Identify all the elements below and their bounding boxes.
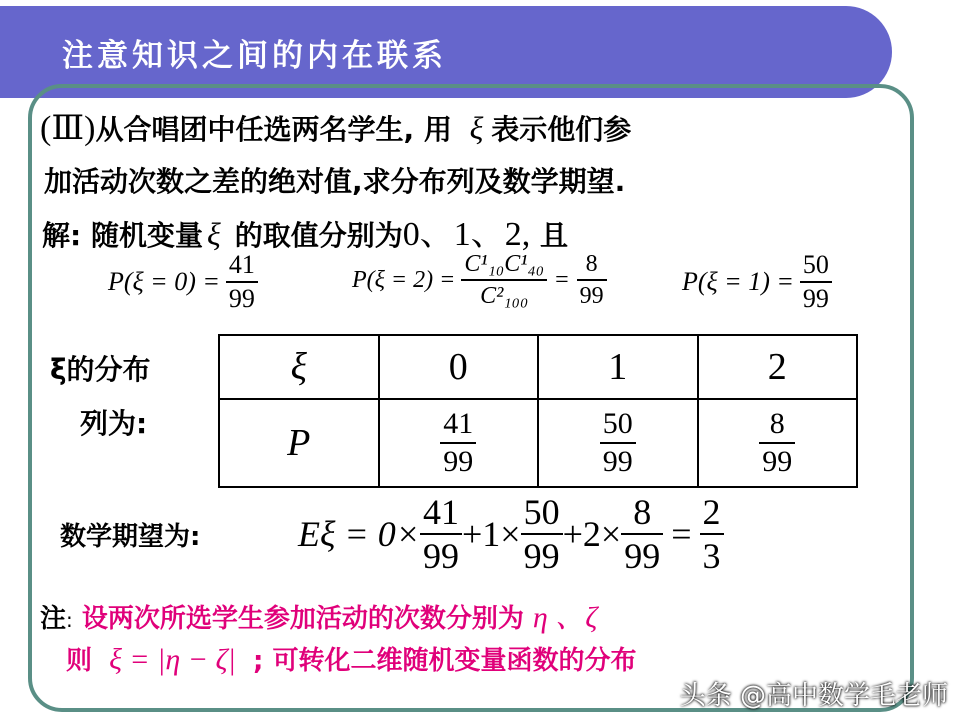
prob-0-den: 99 — [228, 284, 255, 313]
solution-values: 0、1、2, — [402, 216, 531, 253]
term-den: 99 — [423, 536, 459, 576]
solution-text-2: 的取值分别为 — [234, 219, 403, 252]
prob-cell-2 — [698, 399, 858, 487]
fraction-bar — [521, 533, 563, 535]
header-value-0: 0 — [379, 335, 539, 399]
prob-0-num: 41 — [228, 250, 255, 279]
watermark: 头条 @高中数学毛老师 — [679, 681, 948, 711]
cell-num: 8 — [769, 407, 785, 440]
problem-text-2: 加活动次数之差的绝对值,求分布列及数学期望. — [44, 165, 626, 198]
term-num: 50 — [523, 492, 560, 532]
page-title: 注意知识之间的内在联系 — [62, 38, 447, 74]
note-line-1 — [40, 592, 597, 636]
fraction-bar — [600, 442, 636, 444]
note-text-2: ; 可转化二维随机变量函数的分布 — [253, 646, 637, 676]
equals: = — [671, 514, 692, 554]
note-text-1: 设两次所选学生参加活动的次数分别为 — [81, 604, 524, 634]
table-row — [219, 335, 857, 399]
result-fraction — [700, 494, 724, 574]
cell-den: 99 — [602, 445, 633, 478]
header-value-1: 1 — [538, 335, 698, 399]
header-value-2: 2 — [698, 335, 858, 399]
term-2-fraction — [521, 494, 563, 574]
note-formula: ξ = |η − ζ| — [109, 643, 236, 676]
prob-1-num: 50 — [802, 250, 829, 279]
term-den: 99 — [523, 536, 560, 576]
problem-line-2 — [44, 160, 625, 200]
note-colon: : — [66, 608, 73, 632]
expectation-formula — [298, 494, 724, 574]
prob-1-lhs: P(ξ = 1) = — [682, 267, 794, 296]
header-xi: ξ — [219, 335, 379, 399]
note-label: 注 — [40, 604, 67, 634]
fraction-bar — [577, 279, 607, 281]
prob-0-fraction — [226, 252, 258, 312]
table-label-text-2: 列为: — [80, 407, 148, 440]
part-label: (Ⅲ) — [40, 110, 96, 147]
prob-xi-2 — [352, 252, 607, 308]
distribution-table — [218, 334, 858, 488]
prob-2-num: 8 — [585, 251, 598, 277]
note-line2-prefix: 则 — [66, 646, 93, 676]
prob-cell-0 — [379, 399, 539, 487]
plus-1: +1× — [462, 514, 521, 554]
xi-symbol: ξ — [469, 110, 484, 146]
fraction-bar — [420, 533, 462, 535]
solution-text-3: 且 — [539, 219, 568, 252]
term-1-fraction — [420, 494, 462, 574]
note-vars: η 、ζ — [532, 601, 598, 634]
term-num: 41 — [423, 492, 459, 532]
expectation-label — [60, 516, 200, 553]
prob-xi-0 — [108, 252, 258, 312]
fraction-bar — [461, 279, 547, 281]
solution-line — [42, 206, 568, 255]
cell-fraction — [600, 409, 636, 477]
fraction-bar — [621, 533, 663, 535]
plus-2: +2× — [562, 514, 622, 554]
cell-fraction — [440, 409, 476, 477]
prob-2-den: 99 — [579, 283, 604, 309]
problem-text-1: 从合唱团中任选两名学生, 用 — [95, 113, 452, 146]
prob-0-lhs: P(ξ = 0) = — [108, 267, 220, 296]
prob-2-fraction — [577, 252, 607, 308]
result-num: 2 — [702, 492, 721, 532]
prob-2-comb-den: C²₁₀₀ — [480, 283, 529, 309]
prob-cell-1 — [538, 399, 698, 487]
fraction-bar — [700, 533, 724, 535]
cell-den: 99 — [443, 445, 474, 478]
prob-1-fraction — [800, 252, 832, 312]
xi-symbol: ξ — [206, 216, 221, 252]
prob-2-eq: = — [555, 266, 569, 293]
term-3-fraction — [621, 494, 663, 574]
table-label-2 — [80, 402, 147, 442]
solution-text-1: 随机变量 — [90, 219, 203, 252]
term-den: 99 — [624, 536, 661, 576]
row-label-p: P — [219, 399, 379, 487]
prob-2-lhs: P(ξ = 2) = — [352, 266, 456, 293]
cell-den: 99 — [762, 445, 793, 478]
prob-xi-1 — [682, 252, 832, 312]
cell-num: 50 — [602, 407, 633, 440]
term-num: 8 — [633, 492, 652, 532]
expectation-lhs: Eξ = 0× — [298, 514, 420, 554]
prob-2-comb-num: C¹₁₀C¹₄₀ — [464, 251, 545, 277]
fraction-bar — [800, 281, 832, 283]
result-den: 3 — [702, 536, 721, 576]
problem-text-1b: 表示他们参 — [491, 113, 632, 146]
note-line-2 — [66, 640, 636, 677]
table-row — [219, 399, 857, 487]
prob-2-comb-fraction — [461, 252, 547, 308]
fraction-bar — [440, 442, 476, 444]
problem-line-1 — [40, 108, 631, 148]
prob-1-den: 99 — [802, 284, 829, 313]
cell-fraction — [759, 409, 795, 477]
expectation-label-text: 数学期望为: — [60, 522, 201, 552]
solution-prefix: 解 — [42, 219, 71, 252]
table-label-1 — [50, 348, 151, 388]
cell-num: 41 — [443, 407, 474, 440]
fraction-bar — [226, 281, 258, 283]
table-label-text-1: ξ的分布 — [50, 353, 151, 386]
solution-colon: : — [70, 219, 82, 252]
fraction-bar — [759, 442, 795, 444]
